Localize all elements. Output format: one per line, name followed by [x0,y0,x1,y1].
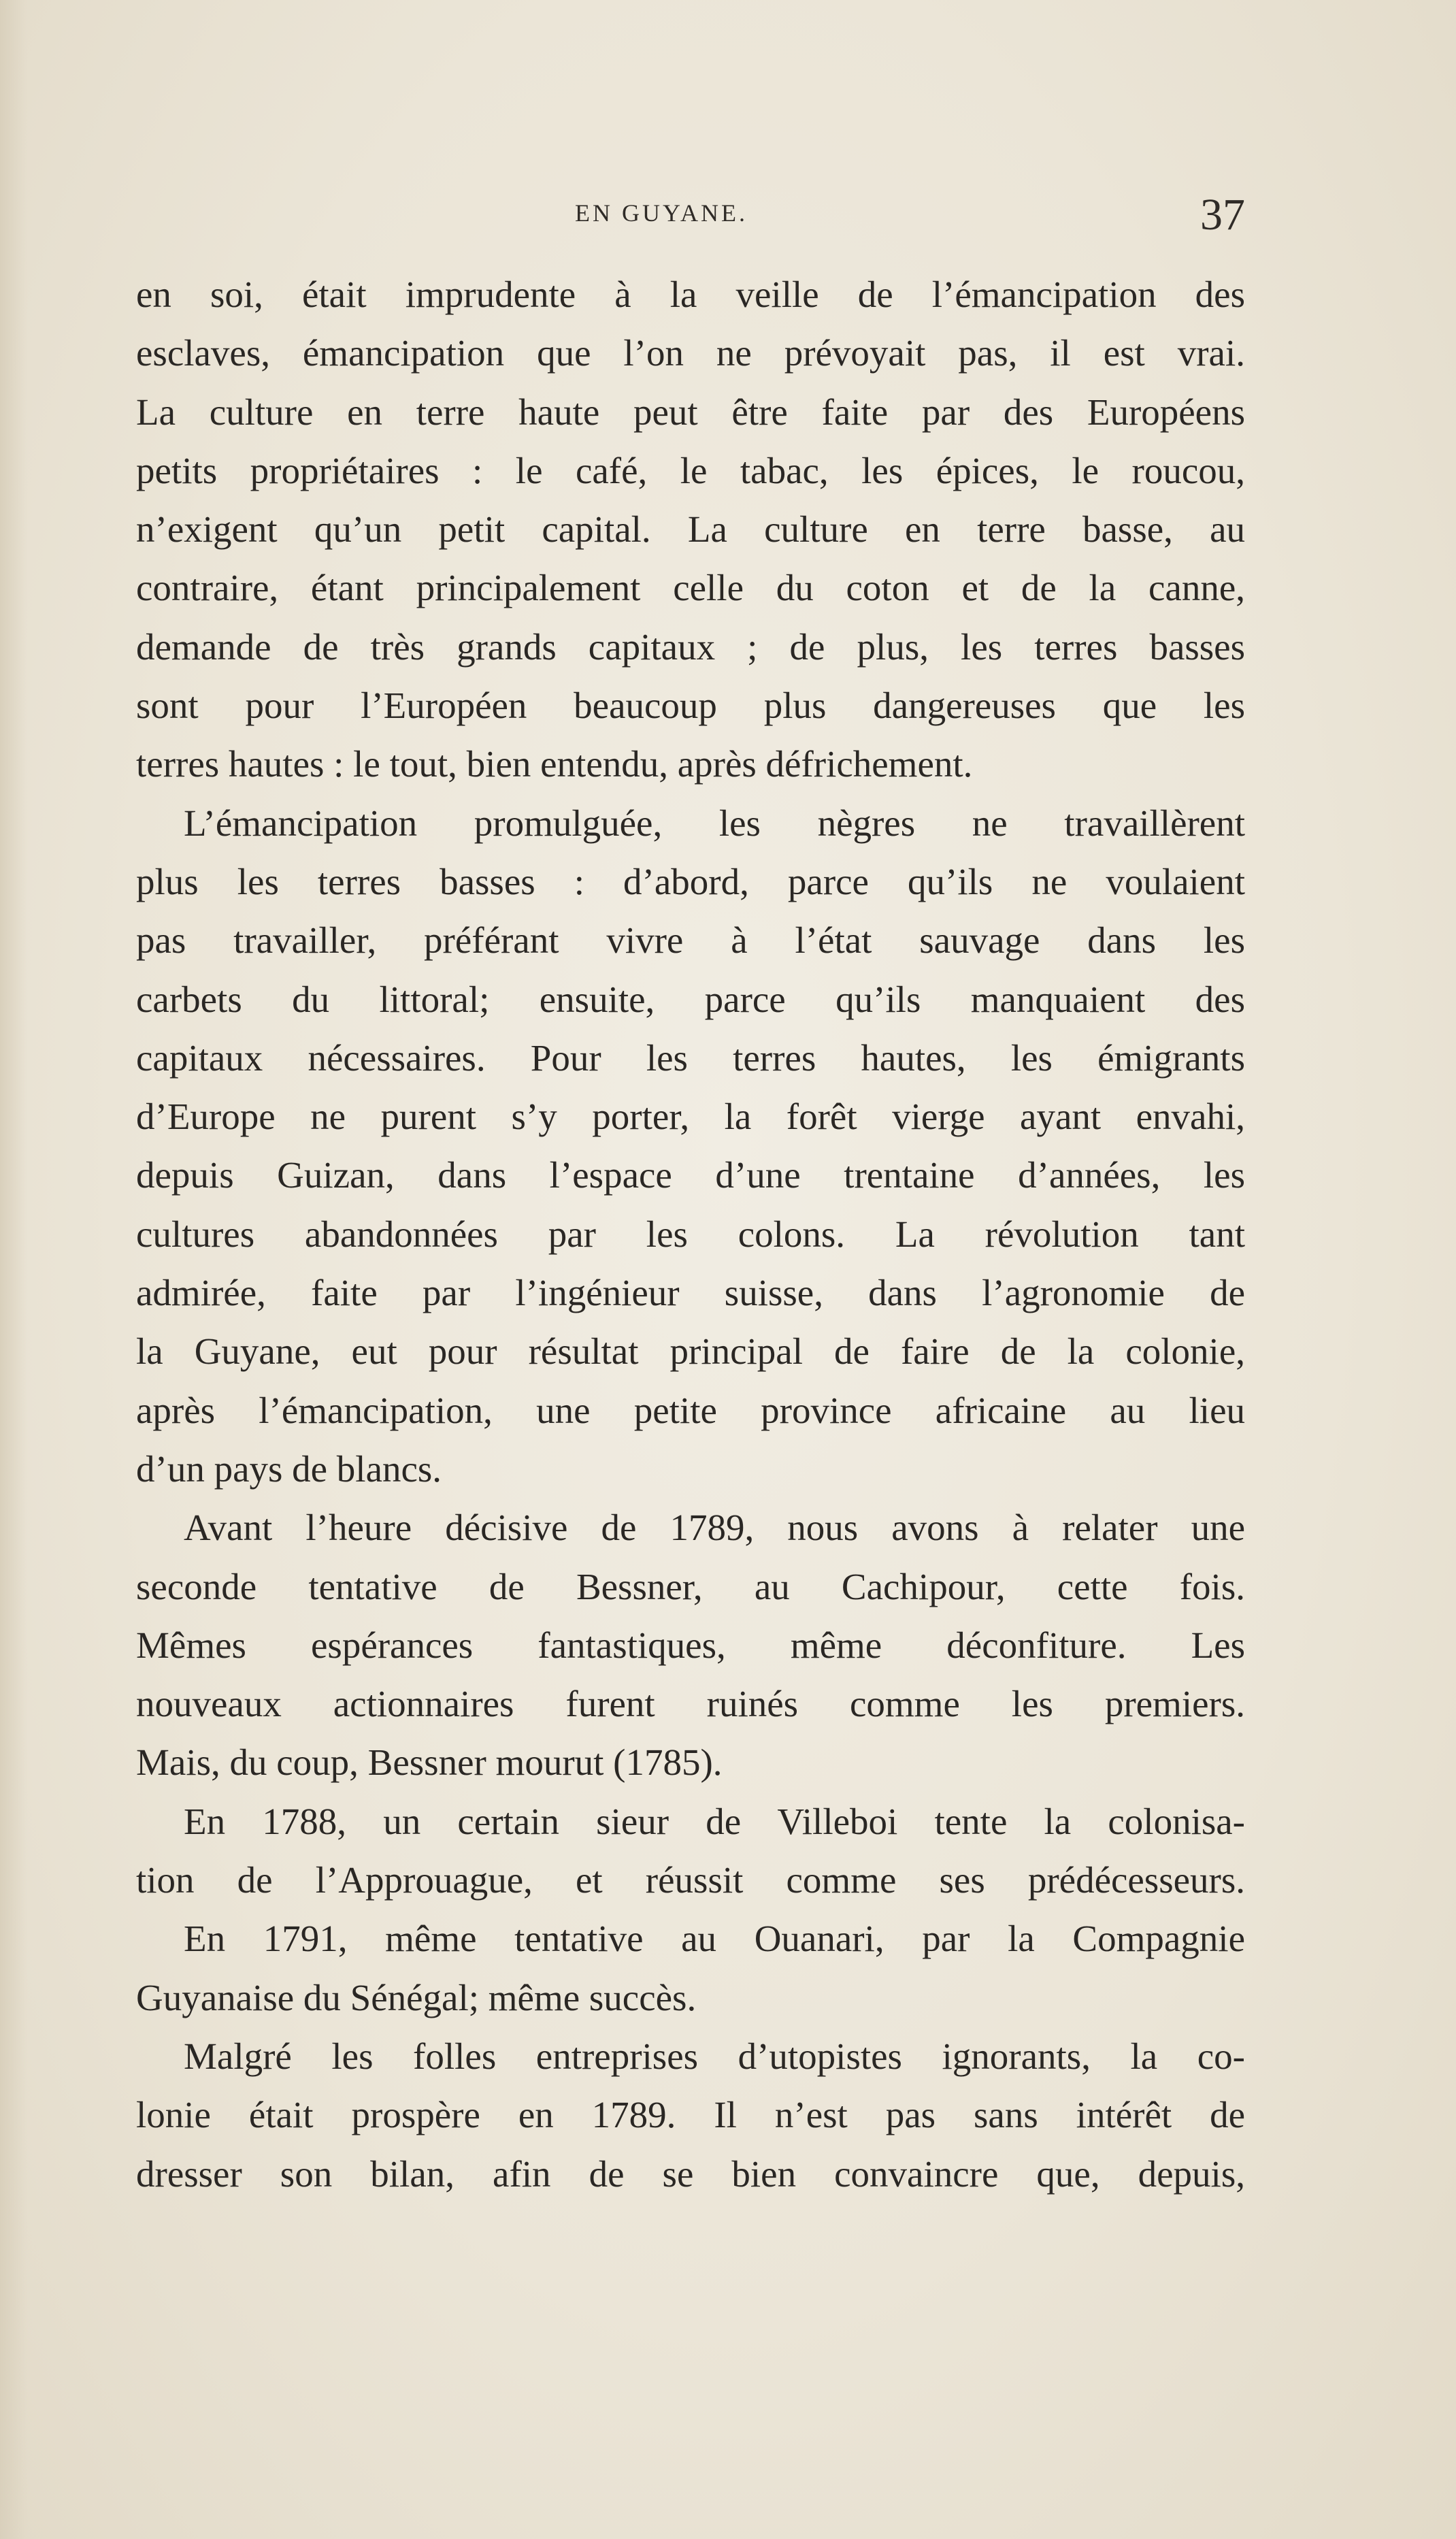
text-line: dresser son bilan, afin de se bien convaincre que, depuis, [136,2152,1245,2195]
text-line: La culture en terre haute peut être faite par des Européens [136,391,1245,433]
text-line: n’exigent qu’un petit capital. La culture en terre basse, au [136,508,1245,551]
text-line: contraire, étant principalement celle du coton et de la canne, [136,567,1245,609]
running-head: EN GUYANE. [575,199,748,227]
paragraph-start-line: Avant l’heure décisive de 1789, nous avons à relater une [184,1507,1245,1549]
text-line: d’un pays de blancs. [136,1447,442,1490]
text-line: terres hautes : le tout, bien entendu, après défrichement. [136,743,973,785]
text-line: depuis Guizan, dans l’espace d’une trentaine d’années, les [136,1154,1245,1196]
paragraph-start-line: Malgré les folles entreprises d’utopistes ignorants, la co- [184,2035,1245,2077]
text-line: Guyanaise du Sénégal; même succès. [136,1976,697,2018]
paragraph-start-line: En 1791, même tentative au Ouanari, par la Compagnie [184,1918,1245,1960]
text-line: pas travailler, préférant vivre à l’état sauvage dans les [136,919,1245,962]
text-line: sont pour l’Européen beaucoup plus dangereuses que les [136,685,1245,727]
text-line: seconde tentative de Bessner, au Cachipour, cette fois. [136,1565,1245,1607]
text-line: capitaux nécessaires. Pour les terres hautes, les émigrants [136,1036,1245,1079]
text-line: Mais, du coup, Bessner mourut (1785). [136,1741,723,1784]
paragraph-start-line: L’émancipation promulguée, les nègres ne travaillèrent [184,802,1245,844]
text-line: esclaves, émancipation que l’on ne prévoyait pas, il est vrai. [136,332,1245,374]
text-line: admirée, faite par l’ingénieur suisse, dans l’agronomie de [136,1272,1245,1314]
page-header [136,189,1245,244]
text-line: demande de très grands capitaux ; de plus, les terres basses [136,625,1245,668]
text-line: petits propriétaires : le café, le tabac, les épices, le roucou, [136,449,1245,491]
body-text [136,265,1245,2204]
text-line: d’Europe ne purent s’y porter, la forêt vierge ayant envahi, [136,1096,1245,1138]
paragraph-start-line: En 1788, un certain sieur de Villeboi tente la colonisa- [184,1800,1245,1842]
page-edge-shadow [0,0,27,2539]
text-line: après l’émancipation, une petite province africaine au lieu [136,1389,1245,1431]
text-line: Mêmes espérances fantastiques, même déconfiture. Les [136,1624,1245,1666]
text-line: tion de l’Approuague, et réussit comme ses prédécesseurs. [136,1859,1245,1901]
text-line: plus les terres basses : d’abord, parce qu’ils ne voulaient [136,860,1245,902]
text-line: carbets du littoral; ensuite, parce qu’ils manquaient des [136,978,1245,1020]
page-number: 37 [1200,190,1245,240]
text-line: cultures abandonnées par les colons. La révolution tant [136,1213,1245,1255]
text-line: la Guyane, eut pour résultat principal de faire de la colonie, [136,1330,1245,1373]
text-line: lonie était prospère en 1789. Il n’est pas sans intérêt de [136,2094,1245,2136]
text-line: nouveaux actionnaires furent ruinés comme les premiers. [136,1683,1245,1725]
text-line: en soi, était imprudente à la veille de l’émancipation des [136,274,1245,315]
